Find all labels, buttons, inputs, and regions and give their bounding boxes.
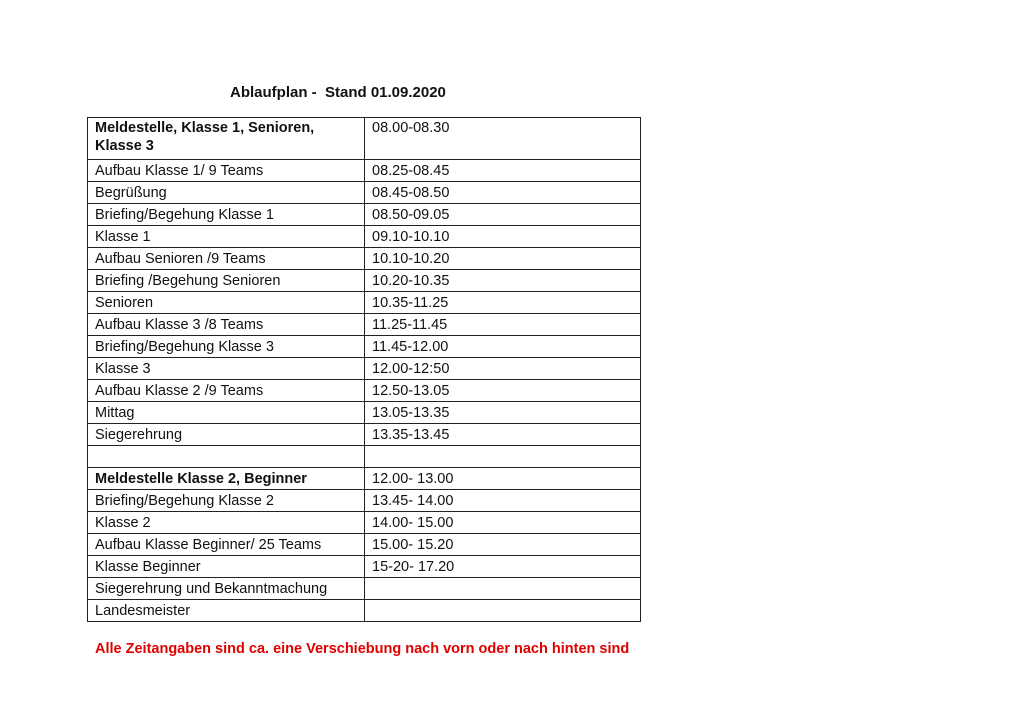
schedule-table — [87, 117, 641, 622]
activity-cell: Aufbau Klasse 2 /9 Teams — [88, 380, 365, 402]
time-cell: 13.45- 14.00 — [365, 490, 641, 512]
activity-cell: Briefing/Begehung Klasse 3 — [88, 336, 365, 358]
table-row — [88, 204, 641, 226]
activity-cell: Briefing/Begehung Klasse 2 — [88, 490, 365, 512]
table-row — [88, 512, 641, 534]
table-row-empty — [88, 446, 641, 468]
time-cell: 11.25-11.45 — [365, 314, 641, 336]
time-cell — [365, 578, 641, 600]
table-row — [88, 380, 641, 402]
table-row — [88, 600, 641, 622]
time-cell: 15.00- 15.20 — [365, 534, 641, 556]
table-row — [88, 314, 641, 336]
activity-cell: Klasse 2 — [88, 512, 365, 534]
time-cell: 08.25-08.45 — [365, 160, 641, 182]
time-cell — [365, 600, 641, 622]
time-cell: 10.20-10.35 — [365, 270, 641, 292]
activity-cell: Klasse Beginner — [88, 556, 365, 578]
table-row — [88, 358, 641, 380]
activity-cell: Meldestelle, Klasse 1, Senioren, Klasse 3 — [88, 118, 365, 160]
time-cell: 10.35-11.25 — [365, 292, 641, 314]
time-cell — [365, 446, 641, 468]
table-row — [88, 534, 641, 556]
table-row — [88, 336, 641, 358]
activity-cell — [88, 446, 365, 468]
time-cell: 15-20- 17.20 — [365, 556, 641, 578]
table-row — [88, 182, 641, 204]
time-cell: 12.00- 13.00 — [365, 468, 641, 490]
activity-cell: Briefing/Begehung Klasse 1 — [88, 204, 365, 226]
activity-cell: Klasse 3 — [88, 358, 365, 380]
activity-cell: Siegerehrung — [88, 424, 365, 446]
time-cell: 10.10-10.20 — [365, 248, 641, 270]
activity-cell: Senioren — [88, 292, 365, 314]
time-cell: 09.10-10.10 — [365, 226, 641, 248]
table-row — [88, 578, 641, 600]
table-row — [88, 270, 641, 292]
time-cell: 11.45-12.00 — [365, 336, 641, 358]
table-row — [88, 248, 641, 270]
time-cell: 08.00-08.30 — [365, 118, 641, 160]
table-row — [88, 160, 641, 182]
activity-cell: Meldestelle Klasse 2, Beginner — [88, 468, 365, 490]
table-row — [88, 424, 641, 446]
time-cell: 08.45-08.50 — [365, 182, 641, 204]
table-row — [88, 468, 641, 490]
activity-cell: Mittag — [88, 402, 365, 424]
time-cell: 08.50-09.05 — [365, 204, 641, 226]
table-row — [88, 226, 641, 248]
timing-note: Alle Zeitangaben sind ca. eine Verschiebung nach vorn oder nach hinten sind — [95, 641, 630, 657]
table-row — [88, 490, 641, 512]
time-cell: 12.00-12:50 — [365, 358, 641, 380]
time-cell: 14.00- 15.00 — [365, 512, 641, 534]
table-row — [88, 292, 641, 314]
time-cell: 12.50-13.05 — [365, 380, 641, 402]
activity-cell: Aufbau Senioren /9 Teams — [88, 248, 365, 270]
time-cell: 13.35-13.45 — [365, 424, 641, 446]
table-row — [88, 402, 641, 424]
activity-cell: Aufbau Klasse 1/ 9 Teams — [88, 160, 365, 182]
table-row — [88, 118, 641, 160]
activity-cell: Aufbau Klasse Beginner/ 25 Teams — [88, 534, 365, 556]
activity-cell: Klasse 1 — [88, 226, 365, 248]
activity-cell: Briefing /Begehung Senioren — [88, 270, 365, 292]
activity-cell: Landesmeister — [88, 600, 365, 622]
activity-cell: Aufbau Klasse 3 /8 Teams — [88, 314, 365, 336]
activity-cell: Siegerehrung und Bekanntmachung — [88, 578, 365, 600]
page-title: Ablaufplan - Stand 01.09.2020 — [230, 84, 446, 101]
table-row — [88, 556, 641, 578]
time-cell: 13.05-13.35 — [365, 402, 641, 424]
activity-cell: Begrüßung — [88, 182, 365, 204]
